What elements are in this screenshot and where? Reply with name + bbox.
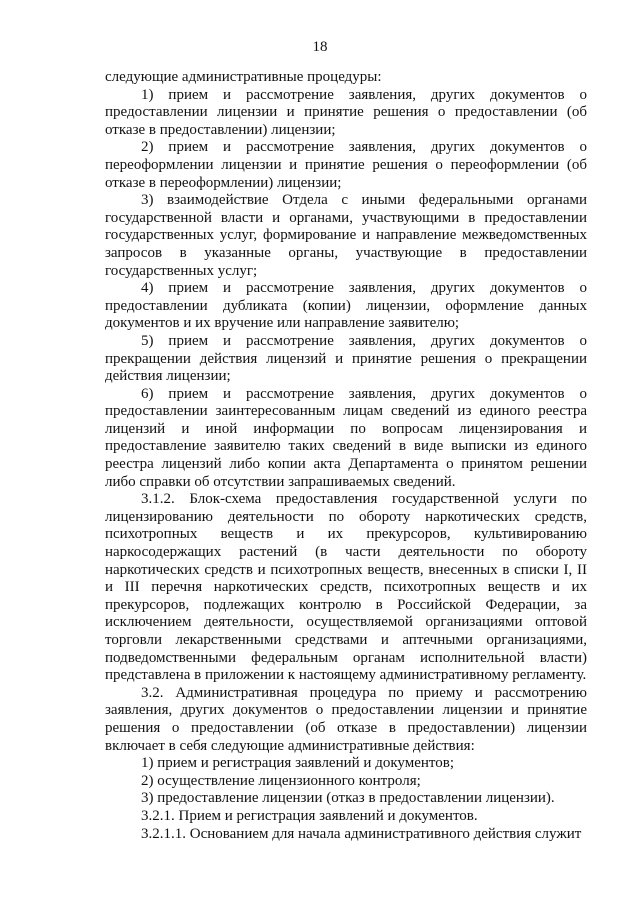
list-item-4: 4) прием и рассмотрение заявления, других документов о предоставлении дубликата (копии) лицензии, оформление данных документов и их вручение или направление заявителю; <box>105 280 587 332</box>
list-item-2: 2) прием и рассмотрение заявления, других документов о переоформлении лицензии и принятие решения о переоформлении (об отказе в переоформлении) лицензии; <box>105 139 587 191</box>
section-3-2: 3.2. Административная процедура по приему и рассмотрению заявления, других документов о предоставлении лицензии и принятие решения о предоставлении (об отказе в предоставлении) лицензии включает в себя следующие административные действия: <box>105 684 587 754</box>
paragraph-intro: следующие административные процедуры: <box>105 69 382 85</box>
action-item-1: 1) прием и регистрация заявлений и документов; <box>141 755 454 772</box>
page-number: 18 <box>312 39 328 55</box>
list-item-5: 5) прием и рассмотрение заявления, других документов о прекращении действия лицензий и принятие решения о прекращении действия лицензии; <box>105 332 587 385</box>
action-item-2: 2) осуществление лицензионного контроля; <box>141 772 421 789</box>
section-3-2-1: 3.2.1. Прием и регистрация заявлений и документов. <box>141 807 478 824</box>
list-item-1: 1) прием и рассмотрение заявления, других документов о предоставлении лицензии и принятие решения о предоставлении (об отказе в предоставлении) лицензии; <box>105 86 587 138</box>
list-item-3: 3) взаимодействие Отдела с иными федеральными органами государственной власти и органами, участвующими в предоставлении государственных услуг, формирование и направление межведомственных запросов в указанные органы, участвующие в предоставлении государственных услуг; <box>105 192 587 279</box>
section-3-2-1-1: 3.2.1.1. Основанием для начала административного действия служит <box>141 825 582 842</box>
action-item-3: 3) предоставление лицензии (отказ в предоставлении лицензии). <box>141 790 555 807</box>
document-body <box>105 69 587 843</box>
list-item-6: 6) прием и рассмотрение заявления, других документов о предоставлении заинтересованным лицам сведений из единого реестра лицензий и иной информации по вопросам лицензирования и предоставление заявителю таких сведений в виде выписки из единого реестра лицензий либо копии акта Департамента о принятом решении либо справки об отсутствии запрашиваемых сведений. <box>105 385 587 490</box>
section-3-1-2: 3.1.2. Блок-схема предоставления государственной услуги по лицензированию деятельности по обороту наркотических средств, психотропных веществ и их прекурсоров, культивированию наркосодержащих растений (в части деятельности по обороту наркотических средств и психотропных веществ, внесенных в списки I, II и III перечня наркотических средств, психотропных веществ и их прекурсоров, подлежащих контролю в Российской Федерации, за исключением деятельности, осуществляемой организациями оптовой торговли лекарственными средствами и аптечными организациями, подведомственными федеральным органам исполнительной власти) представлена в приложении к настоящему административному регламенту. <box>105 491 587 684</box>
